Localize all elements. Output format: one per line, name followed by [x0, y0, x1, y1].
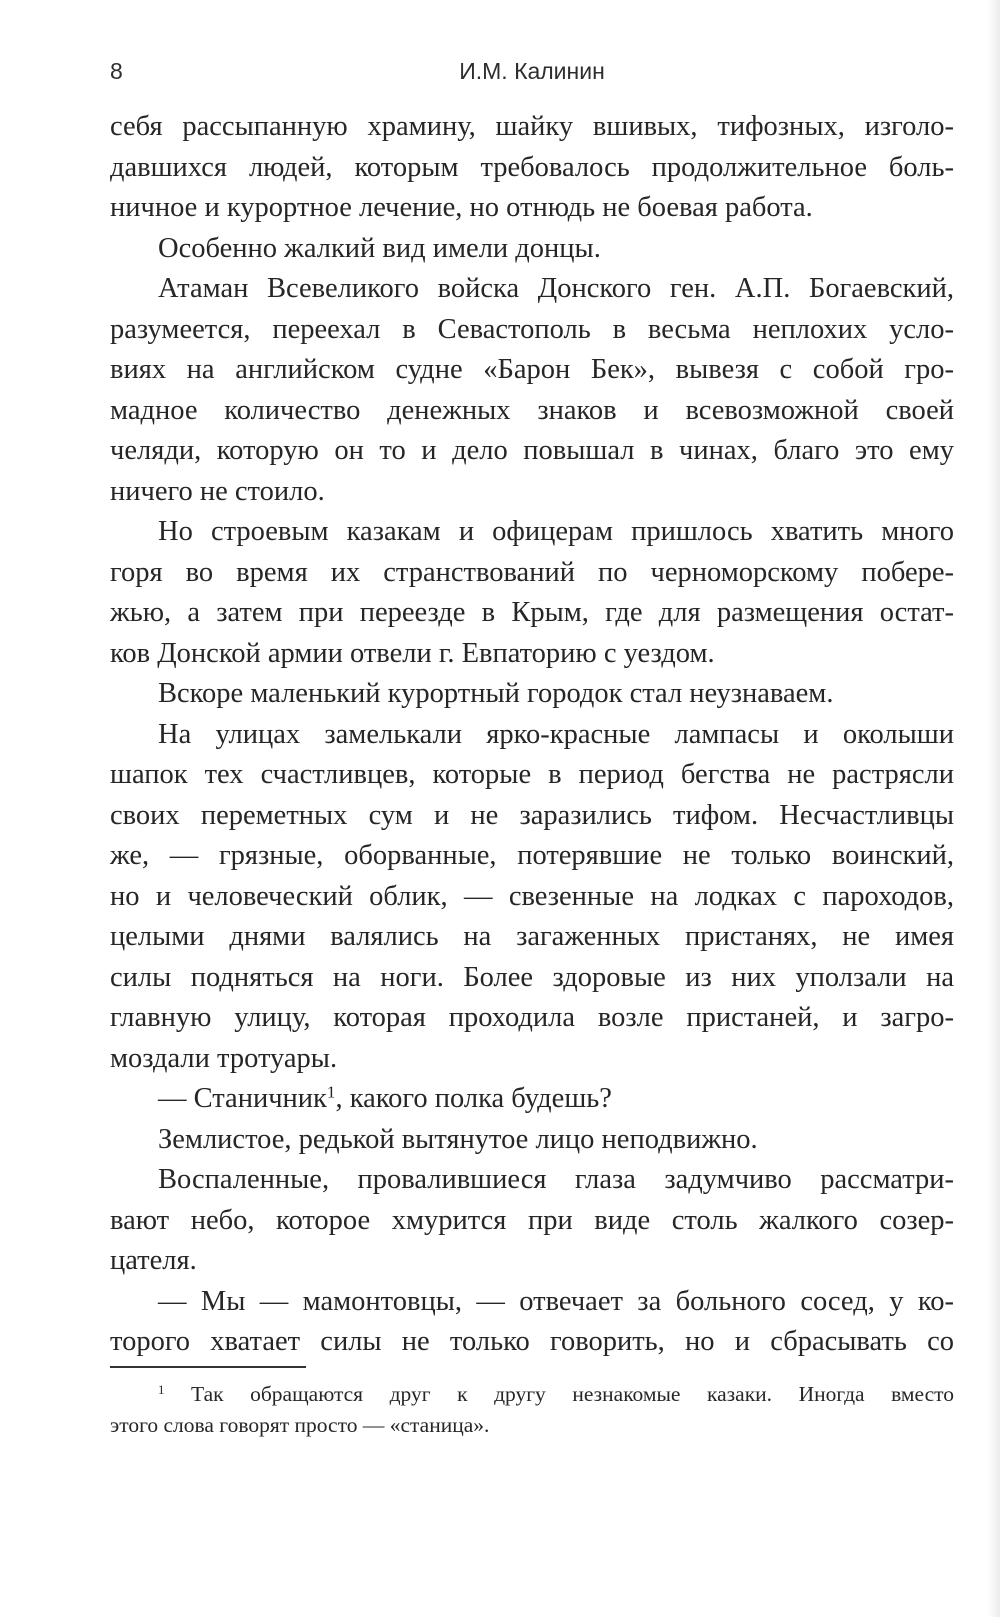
footnote-text: Так обращаются друг к другу незнакомые казаки. Иногда вместо	[164, 1382, 954, 1406]
text-line: горя во время их странствований по черноморскому побере-	[110, 556, 954, 588]
text-line: мадное количество денежных знаков и всевозможной своей	[110, 394, 954, 426]
text-line: ничное и курортное лечение, но отнюдь не боевая работа.	[110, 192, 813, 223]
text-line: Землистое, редькой вытянутое лицо неподвижно.	[158, 1123, 758, 1155]
footnote-line: этого слова говорят просто — «станица».	[110, 1413, 490, 1437]
text-line-with-footnote	[110, 1079, 954, 1120]
page-number: 8	[110, 58, 123, 84]
header-author: И.М. Калинин	[459, 58, 605, 84]
text-line: моздали тротуары.	[110, 1042, 338, 1074]
text-line: жью, а затем при переезде в Крым, где для размещения остат-	[110, 597, 954, 628]
text-line: цателя.	[110, 1245, 197, 1276]
footnote-marker: 1	[158, 1382, 165, 1397]
text-line: разумеется, переехал в Севастополь в весьма неплохих усло-	[110, 313, 954, 345]
text-line: Но строевым казакам и офицерам пришлось хватить много	[158, 516, 954, 547]
body-text	[110, 107, 954, 1363]
text-line: своих переметных сум и не заразились тифом. Несчастливцы	[110, 799, 954, 831]
text-line: — Мы — мамонтовцы, — отвечает за больного сосед, у ко-	[158, 1285, 954, 1317]
text-line: давшихся людей, которым требовалось продолжительное боль-	[110, 151, 954, 183]
page-edge-shadow	[988, 0, 1000, 1617]
text-line: Вскоре маленький курортный городок стал неузнаваем.	[158, 678, 834, 709]
text-line: целыми днями валялись на загаженных пристанях, не имея	[110, 921, 954, 952]
text-line: ничего не стоило.	[110, 475, 325, 507]
text-line: челяди, которую он то и дело повышал в чинах, благо это ему	[110, 435, 954, 466]
text-line: Воспаленные, провалившиеся глаза задумчиво рассматри-	[158, 1164, 954, 1195]
footnote-divider	[110, 1366, 306, 1368]
text-line: торого хватает силы не только говорить, но и сбрасывать со	[110, 1326, 954, 1357]
text-line: себя рассыпанную храмину, шайку вшивых, тифозных, изголо-	[110, 111, 954, 142]
footnote-reference: 1	[326, 1082, 336, 1102]
text-line: Атаман Всевеликого войска Донского ген. А.П. Богаевский,	[158, 273, 954, 304]
running-header	[110, 58, 954, 92]
text-line: На улицах замелькали ярко-красные лампасы и околыши	[158, 718, 954, 750]
text-line: ков Донской армии отвели г. Евпаторию с уездом.	[110, 637, 715, 669]
text-line: но и человеческий облик, — свезенные на лодках с пароходов,	[110, 880, 954, 912]
line-rest: , какого полка будешь?	[335, 1083, 612, 1114]
text-line: шапок тех счастливцев, которые в период бегства не растрясли	[110, 759, 954, 790]
footnote-line	[110, 1379, 954, 1410]
text-line: виях на английском судне «Барон Бек», вывезя с собой гро-	[110, 354, 954, 385]
line-start: — Станичник	[158, 1083, 327, 1114]
text-line: Особенно жалкий вид имели донцы.	[158, 232, 601, 264]
footnote	[110, 1379, 954, 1441]
text-line: силы подняться на ноги. Более здоровые из них уползали на	[110, 961, 954, 993]
text-line: вают небо, которое хмурится при виде столь жалкого созер-	[110, 1204, 954, 1236]
text-line: главную улицу, которая проходила возле пристаней, и загро-	[110, 1002, 954, 1033]
text-line: же, — грязные, оборванные, потерявшие не только воинский,	[110, 840, 954, 871]
